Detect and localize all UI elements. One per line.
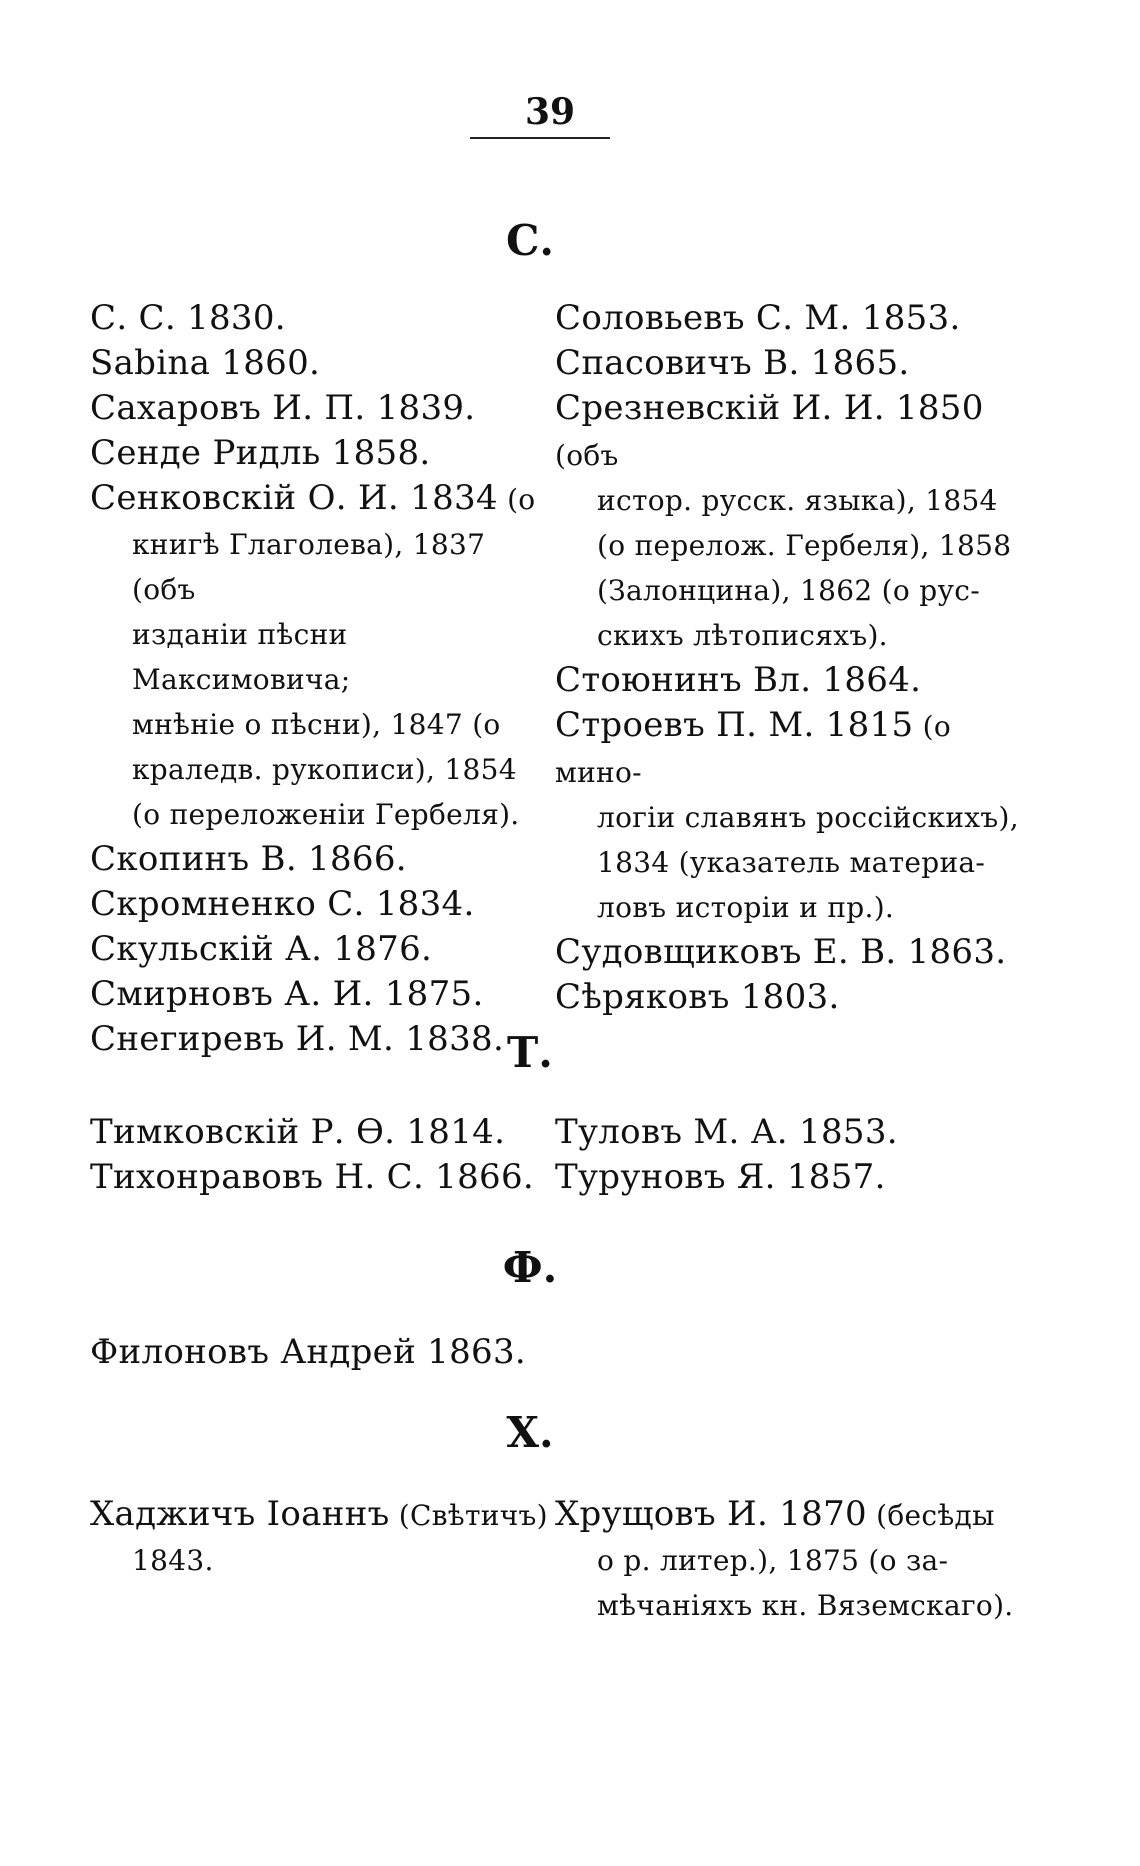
entry-note: (о мино- — [555, 710, 951, 789]
entry-continuation-line: мѣчаніяхъ кн. Вяземскаго). — [597, 1589, 1014, 1622]
entry-note: (Свѣтичъ) — [389, 1499, 548, 1532]
entry-continuation-line: истор. русск. языка), 1854 — [597, 484, 998, 517]
page-number: 39 — [524, 91, 576, 133]
entry-heading: Соловьевъ С. М. 1853. — [555, 298, 961, 338]
section-heading-t: Т. — [507, 1028, 553, 1077]
entry-note: (о — [497, 483, 536, 516]
entry-heading: Скопинъ В. 1866. — [90, 839, 407, 879]
page-number-rule — [470, 137, 610, 139]
index-entry — [555, 1492, 1035, 1628]
section-heading-f: Ф. — [502, 1243, 558, 1292]
entry-continuation-line: (о перелож. Гербеля), 1858 — [597, 529, 1012, 562]
index-entry — [555, 930, 1035, 975]
entry-continuation-line: логіи славянъ россійскихъ), — [597, 801, 1019, 834]
entry-note: (бесѣды — [866, 1499, 995, 1532]
index-entry — [555, 975, 1035, 1020]
entry-continuation-line: 1843. — [132, 1544, 214, 1577]
entry-heading: Туруновъ Я. 1857. — [555, 1157, 886, 1197]
index-entry — [555, 1155, 1035, 1200]
entry-heading: Тимковскій Р. Ѳ. 1814. — [90, 1112, 506, 1152]
entry-heading: Туловъ М. А. 1853. — [555, 1112, 898, 1152]
entry-heading: Строевъ П. М. 1815 — [555, 705, 914, 745]
index-entry — [90, 1155, 550, 1200]
section-h-right-column — [555, 1492, 1035, 1628]
index-entry — [90, 837, 550, 882]
entry-continuation-line: ловъ исторіи и пр.). — [597, 891, 895, 924]
entry-continuation-line: изданіи пѣсни Максимовича; — [132, 618, 351, 696]
entry-heading: Хаджичъ Іоаннъ — [90, 1494, 390, 1534]
index-entry — [90, 927, 550, 972]
entry-continuation-line: краледв. рукописи), 1854 — [132, 753, 517, 786]
section-heading-s: С. — [505, 216, 555, 265]
entry-heading: Хрущовъ И. 1870 — [555, 1494, 867, 1534]
entry-heading: Sabina 1860. — [90, 343, 321, 383]
entry-heading: Снегиревъ И. М. 1838. — [90, 1019, 505, 1059]
index-entry — [90, 476, 550, 837]
index-entry — [555, 658, 1035, 703]
section-heading-h: Х. — [506, 1408, 554, 1457]
index-entry — [90, 1330, 550, 1375]
entry-continuation-line: книгѣ Глаголева), 1837 (объ — [132, 528, 486, 606]
index-entry — [555, 386, 1035, 658]
entry-heading: Стоюнинъ Вл. 1864. — [555, 660, 922, 700]
index-entry — [555, 703, 1035, 930]
entry-heading: Смирновъ А. И. 1875. — [90, 974, 484, 1014]
entry-continuation-line: о р. литер.), 1875 (о за- — [597, 1544, 949, 1577]
index-entry — [90, 1110, 550, 1155]
entry-heading: Скромненко С. 1834. — [90, 884, 475, 924]
index-entry — [90, 1492, 550, 1583]
index-entry — [555, 296, 1035, 341]
section-t-right-column — [555, 1110, 1035, 1200]
entry-heading: Тихонравовъ Н. С. 1866. — [90, 1157, 535, 1197]
entry-heading: С. С. 1830. — [90, 298, 286, 338]
entry-continuation-line: (о переложеніи Гербеля). — [132, 798, 520, 831]
entry-heading: Срезневскій И. И. 1850 — [555, 388, 984, 428]
section-h-left-column — [90, 1492, 550, 1583]
section-f-left-column — [90, 1330, 550, 1375]
entry-note: (объ — [555, 439, 619, 472]
index-entry — [90, 431, 550, 476]
entry-heading: Сенковскій О. И. 1834 — [90, 478, 498, 518]
entry-continuation-line: скихъ лѣтописяхъ). — [597, 619, 888, 652]
entry-heading: Сѣряковъ 1803. — [555, 977, 840, 1017]
section-t-left-column — [90, 1110, 550, 1200]
entry-heading: Сенде Ридль 1858. — [90, 433, 431, 473]
index-entry — [90, 882, 550, 927]
entry-heading: Спасовичъ В. 1865. — [555, 343, 910, 383]
entry-heading: Филоновъ Андрей 1863. — [90, 1332, 526, 1372]
entry-heading: Скульскій А. 1876. — [90, 929, 433, 969]
section-s-right-column — [555, 296, 1035, 1020]
index-entry — [90, 972, 550, 1017]
index-entry — [555, 1110, 1035, 1155]
entry-heading: Сахаровъ И. П. 1839. — [90, 388, 476, 428]
section-s-left-column — [90, 296, 550, 1062]
index-entry — [555, 341, 1035, 386]
entry-continuation-line: (Залонцина), 1862 (о рус- — [597, 574, 980, 607]
index-entry — [90, 341, 550, 386]
index-entry — [90, 1017, 550, 1062]
entry-continuation-line: мнѣніе о пѣсни), 1847 (о — [132, 708, 501, 741]
entry-heading: Судовщиковъ Е. В. 1863. — [555, 932, 1007, 972]
index-entry — [90, 386, 550, 431]
entry-continuation-line: 1834 (указатель материа- — [597, 846, 986, 879]
index-entry — [90, 296, 550, 341]
